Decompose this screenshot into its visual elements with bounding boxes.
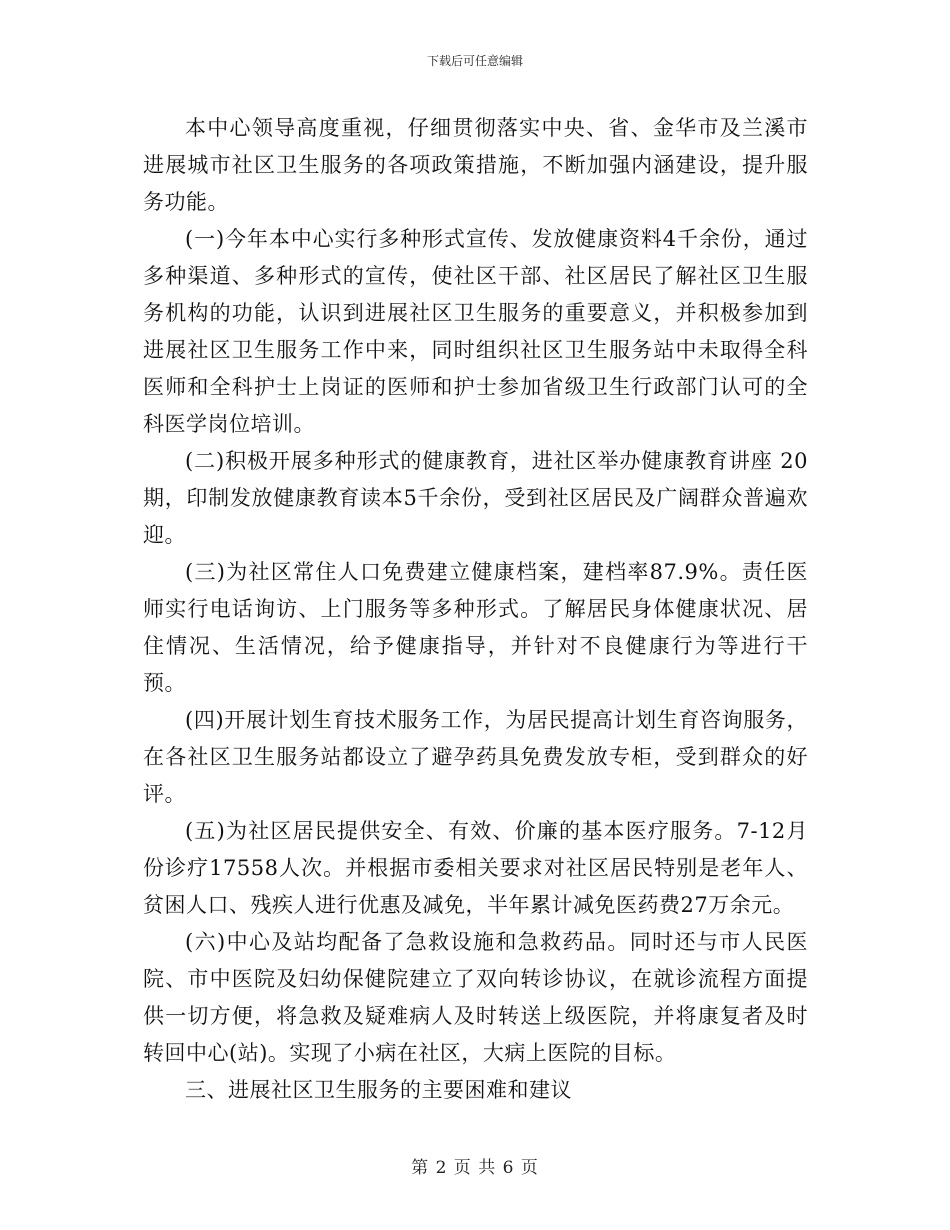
paragraph-item-5: (五)为社区居民提供安全、有效、价廉的基本医疗服务。7-12月份诊疗17558人次。并根据市委相关要求对社区居民特别是老年人、贫困人口、残疾人进行优惠及减免，半年累计减免医药费27万余元。	[143, 819, 808, 917]
paragraph-item-1: (一)今年本中心实行多种形式宣传、发放健康资料4千余份，通过多种渠道、多种形式的宣传，使社区干部、社区居民了解社区卫生服务机构的功能，认识到进展社区卫生服务的重要意义，并积极参加到进展社区卫生服务工作中来，同时组织社区卫生服务站中未取得全科医师和全科护士上岗证的医师和护士参加省级卫生行政部门认可的全科医学岗位培训。	[143, 227, 808, 436]
section-heading: 三、进展社区卫生服务的主要困难和建议	[185, 1078, 572, 1102]
paragraph-item-6: (六)中心及站均配备了急救设施和急救药品。同时还与市人民医院、市中医院及妇幼保健院建立了双向转诊协议，在就诊流程方面提供一切方便，将急救及疑难病人及时转送上级医院，并将康复者及时转回中心(站)。实现了小病在社区，大病上医院的目标。	[143, 930, 808, 1065]
page-number: 第 2 页 共 6 页	[411, 1158, 539, 1178]
paragraph-item-4: (四)开展计划生育技术服务工作，为居民提高计划生育咨询服务，在各社区卫生服务站都设立了避孕药具免费发放专柜，受到群众的好评。	[143, 708, 808, 806]
document-body	[143, 110, 808, 1109]
paragraph-intro: 本中心领导高度重视，仔细贯彻落实中央、省、金华市及兰溪市进展城市社区卫生服务的各项政策措施，不断加强内涵建设，提升服务功能。	[143, 116, 808, 214]
paragraph-item-2: (二)积极开展多种形式的健康教育，进社区举办健康教育讲座 20期，印制发放健康教育读本5千余份，受到社区居民及广阔群众普遍欢迎。	[143, 449, 808, 547]
header-note: 下载后可任意编辑	[426, 54, 523, 68]
paragraph-item-3: (三)为社区常住人口免费建立健康档案，建档率87.9%。责任医师实行电话询访、上门服务等多种形式。了解居民身体健康状况、居住情况、生活情况，给予健康指导，并针对不良健康行为等进行干预。	[143, 560, 808, 695]
